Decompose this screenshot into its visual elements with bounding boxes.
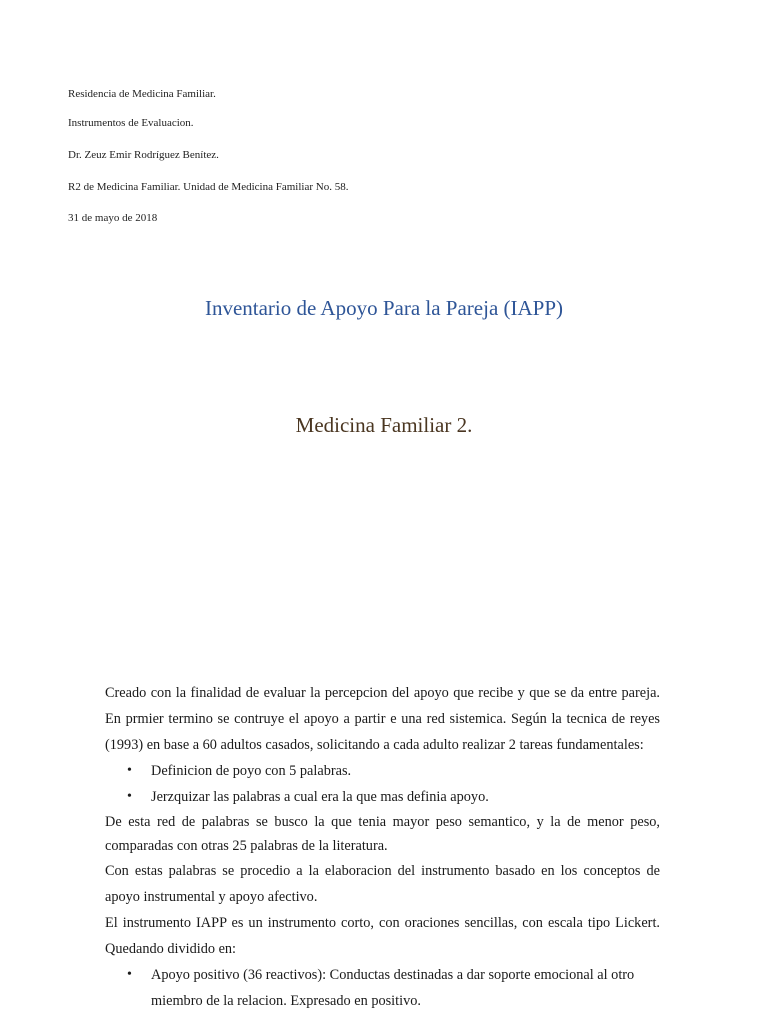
bullet-icon: • [127,763,132,778]
header-residency: Residencia de Medicina Familiar. [68,88,216,100]
list-item: • Apoyo positivo (36 reactivos): Conductas destinadas a dar soporte emocional al otro miembro de la relacion. Expresado en positivo. [105,962,660,1014]
bullet-icon: • [127,789,132,804]
paragraph-instrument: El instrumento IAPP es un instrumento corto, con oraciones sencillas, con escala tipo Lickert. Quedando dividido en: [105,915,660,957]
header-unit: R2 de Medicina Familiar. Unidad de Medicina Familiar No. 58. [68,181,349,193]
list-item: • Definicion de poyo con 5 palabras. [105,758,660,784]
bullet-list-division [105,962,660,1014]
document-subtitle: Medicina Familiar 2. [295,413,473,437]
header-course: Instrumentos de Evaluacion. [68,117,194,129]
bullet-icon: • [127,967,132,982]
paragraph-intro: Creado con la finalidad de evaluar la percepcion del apoyo que recibe y que se da entre pareja. En prmier termino se contruye el apoyo a partir e una red sistemica. Según la tecnica de reyes (1993) en base a 60 adultos casados, solicitando a cada adulto realizar 2 tareas fundamentales: [105,685,660,753]
list-item: • Jerzquizar las palabras a cual era la que mas definia apoyo. [105,784,660,810]
header-author: Dr. Zeuz Emir Rodríguez Benítez. [68,149,219,161]
document-title: Inventario de Apoyo Para la Pareja (IAPP) [204,296,564,320]
paragraph-elaboration: Con estas palabras se procedio a la elaboracion del instrumento basado en los conceptos de apoyo instrumental y apoyo afectivo. [105,863,660,905]
document-body [105,680,660,1014]
bullet-list-tasks [105,758,660,810]
paragraph-semantic: De esta red de palabras se busco la que tenia mayor peso semantico, y la de menor peso, comparadas con otras 25 palabras de la literatura. [105,814,660,854]
header-date: 31 de mayo de 2018 [68,212,158,224]
